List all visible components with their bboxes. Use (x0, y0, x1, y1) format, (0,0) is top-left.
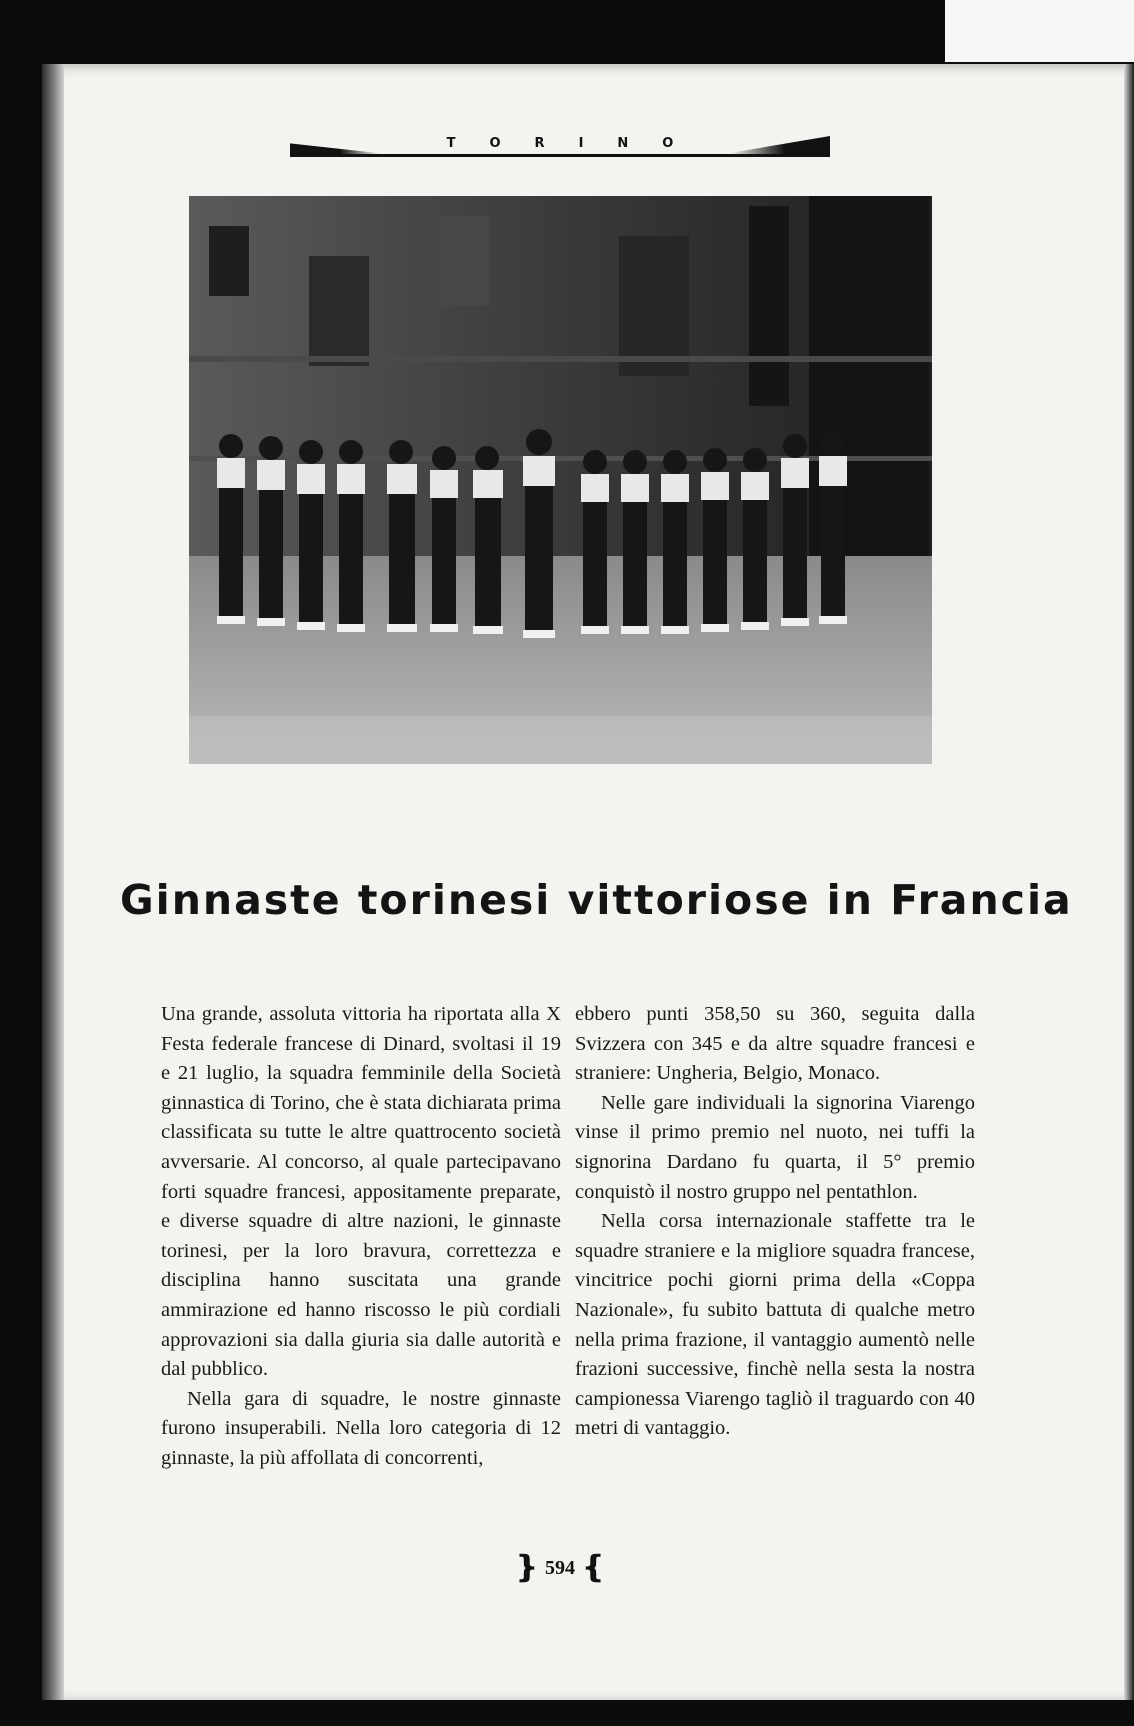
article-column-left (161, 1000, 561, 1474)
article-column-right (575, 1000, 975, 1444)
page-number: 594 (545, 1557, 575, 1580)
folio-left-ornament-icon: ❵ (513, 1551, 539, 1585)
team-photograph (189, 196, 932, 764)
paragraph: Nella corsa internazionale staffette tra le squadre straniere e la migliore squadra francese, vincitrice pochi giorni prima della «Coppa Nazionale», fu subito battuta di qualche metro nella prima frazione, il vantaggio aumentò nelle frazioni successive, finchè nella sesta la nostra campionessa Viarengo tagliò il traguardo con 40 metri di vantaggio. (575, 1210, 975, 1440)
paragraph: Nella gara di squadre, le nostre ginnaste furono insuperabili. Nella loro categoria di 12 ginnaste, la più affollata di concorrenti, (161, 1387, 561, 1469)
page-edge (1124, 64, 1134, 1704)
photo-illustration (189, 196, 932, 764)
page-binding (42, 64, 64, 1704)
page-folio (500, 1547, 620, 1587)
scan-bottom-edge (42, 1700, 1134, 1726)
paragraph: Una grande, assoluta vittoria ha riportata alla X Festa federale francese di Dinard, svoltasi il 19 e 21 luglio, la squadra femminile della Società ginnastica di Torino, che è stata dichiarata prima classificata su tutte le altre quattrocento società avversarie. Al concorso, al quale partecipavano forti squadre francesi, appositamente preparate, e diverse squadre di altre nazioni, le ginnaste torinesi, per la loro bravura, correttezza e disciplina hanno suscitata una grande ammirazione ed hanno riscosso le più cordiali approvazioni sia dalla giuria sia dalle autorità e dal pubblico. (161, 1003, 561, 1381)
scan-edge (945, 0, 1134, 62)
paragraph: Nelle gare individuali la signorina Viarengo vinse il primo premio nel nuoto, nei tuffi la signorina Dardano fu quarta, il 5° premio conquistò il nostro gruppo nel pentathlon. (575, 1091, 975, 1203)
folio-right-ornament-icon: ❴ (581, 1551, 607, 1585)
article-title: Ginnaste torinesi vittoriose in Francia (120, 876, 1073, 924)
running-title: TORINO (446, 136, 708, 151)
running-header (290, 132, 830, 160)
paragraph: ebbero punti 358,50 su 360, seguita dalla Svizzera con 345 e da altre squadre francesi e straniere: Ungheria, Belgio, Monaco. (575, 1003, 975, 1085)
